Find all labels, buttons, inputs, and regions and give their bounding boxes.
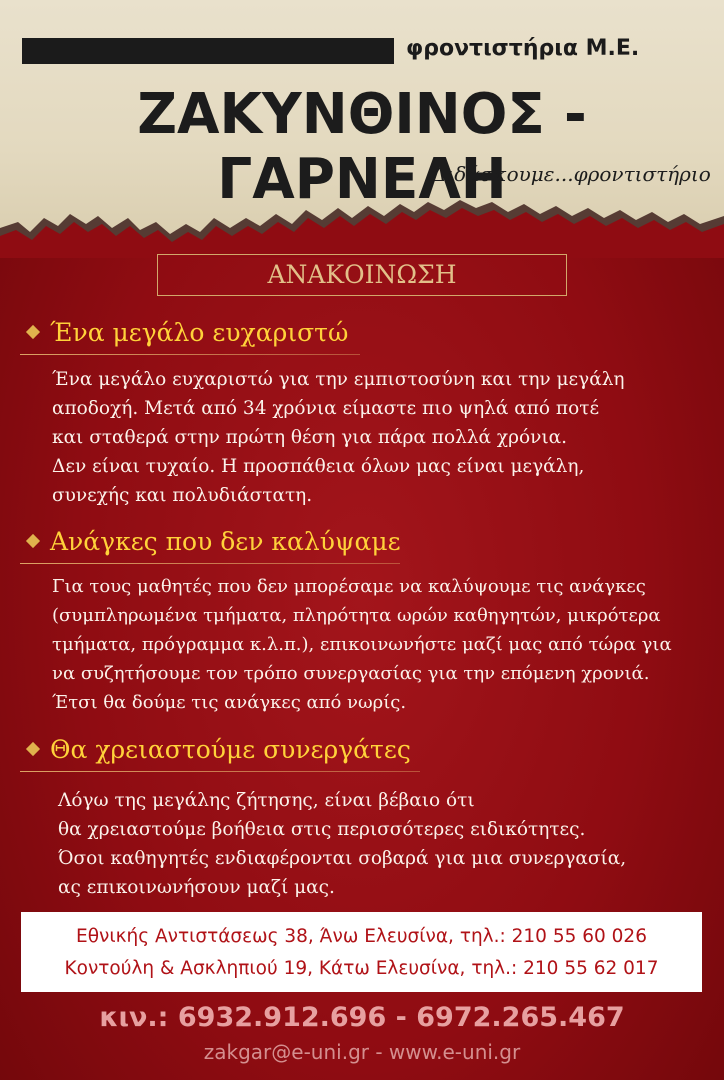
section-heading-text: Ένα μεγάλο ευχαριστώ (50, 318, 349, 347)
paragraph-line: αποδοχή. Μετά από 34 χρόνια είμαστε πιο ψηλά από ποτέ (52, 398, 600, 419)
diamond-bullet-icon (26, 324, 40, 338)
paragraph-line: τμήματα, πρόγραμμα κ.λ.π.), επικοινωνήστε μαζί μας από τώρα για (52, 634, 672, 655)
paragraph-line: να συζητήσουμε τον τρόπο συνεργασίας για την επόμενη χρονιά. (52, 663, 650, 684)
school-name-title: ΖΑΚΥΝΘΙΝΟΣ - ΓΑΡΝΕΛΗ (137, 82, 587, 212)
diamond-bullet-icon (26, 741, 40, 755)
section-paragraph-needs (52, 572, 672, 717)
address-box (21, 912, 702, 992)
paragraph-line: ας επικοινωνήσουν μαζί μας. (58, 877, 335, 898)
announcement-box: ΑΝΑΚΟΙΝΩΣΗ (157, 254, 567, 296)
section-heading-text: Ανάγκες που δεν καλύψαμε (50, 527, 401, 556)
paragraph-line: Ένα μεγάλο ευχαριστώ για την εμπιστοσύνη και την μεγάλη (52, 369, 625, 390)
black-decorative-bar (22, 38, 394, 64)
header-tagline: φροντιστήρια Μ.Ε. (406, 36, 640, 61)
paragraph-line: Δεν είναι τυχαίο. Η προσπάθεια όλων μας είναι μεγάλη, (52, 456, 585, 477)
paragraph-line: Όσοι καθηγητές ενδιαφέρονται σοβαρά για μια συνεργασία, (58, 848, 627, 869)
paragraph-line: συνεχής και πολυδιάστατη. (52, 485, 313, 506)
mobile-phones: κιν.: 6932.912.696 - 6972.265.467 (99, 1002, 625, 1033)
paragraph-line: θα χρειαστούμε βοήθεια στις περισσότερες ειδικότητες. (58, 819, 586, 840)
address-line-ano-elefsina: Εθνικής Αντιστάσεως 38, Άνω Ελευσίνα, τηλ.: 210 55 60 026 (76, 926, 647, 947)
paragraph-line: Λόγω της μεγάλης ζήτησης, είναι βέβαιο ότι (58, 790, 475, 811)
section-heading-partners (28, 735, 411, 764)
heading-underline (20, 771, 420, 772)
paragraph-line: Για τους μαθητές που δεν μπορέσαμε να καλύψουμε τις ανάγκες (52, 576, 646, 597)
section-heading-text: Θα χρειαστούμε συνεργάτες (50, 735, 411, 764)
diamond-bullet-icon (26, 533, 40, 547)
section-paragraph-partners (58, 786, 626, 902)
address-line-kato-elefsina: Κοντούλη & Ασκληπιού 19, Κάτω Ελευσίνα, τηλ.: 210 55 62 017 (64, 958, 659, 979)
section-heading-thanks (28, 318, 348, 347)
paragraph-line: (συμπληρωμένα τμήματα, πληρότητα ωρών καθηγητών, μικρότερα (52, 605, 661, 626)
header-slogan: Διδάσκουμε...φροντιστήριο (432, 162, 711, 186)
heading-underline (20, 354, 360, 355)
section-paragraph-thanks (52, 365, 625, 510)
section-heading-needs (28, 527, 401, 556)
paragraph-line: Έτσι θα δούμε τις ανάγκες από νωρίς. (52, 692, 407, 713)
paragraph-line: και σταθερά στην πρώτη θέση για πάρα πολλά χρόνια. (52, 427, 568, 448)
heading-underline (20, 563, 400, 564)
torn-paper-edge (0, 188, 724, 258)
email-and-website: zakgar@e-uni.gr - www.e-uni.gr (203, 1040, 521, 1064)
